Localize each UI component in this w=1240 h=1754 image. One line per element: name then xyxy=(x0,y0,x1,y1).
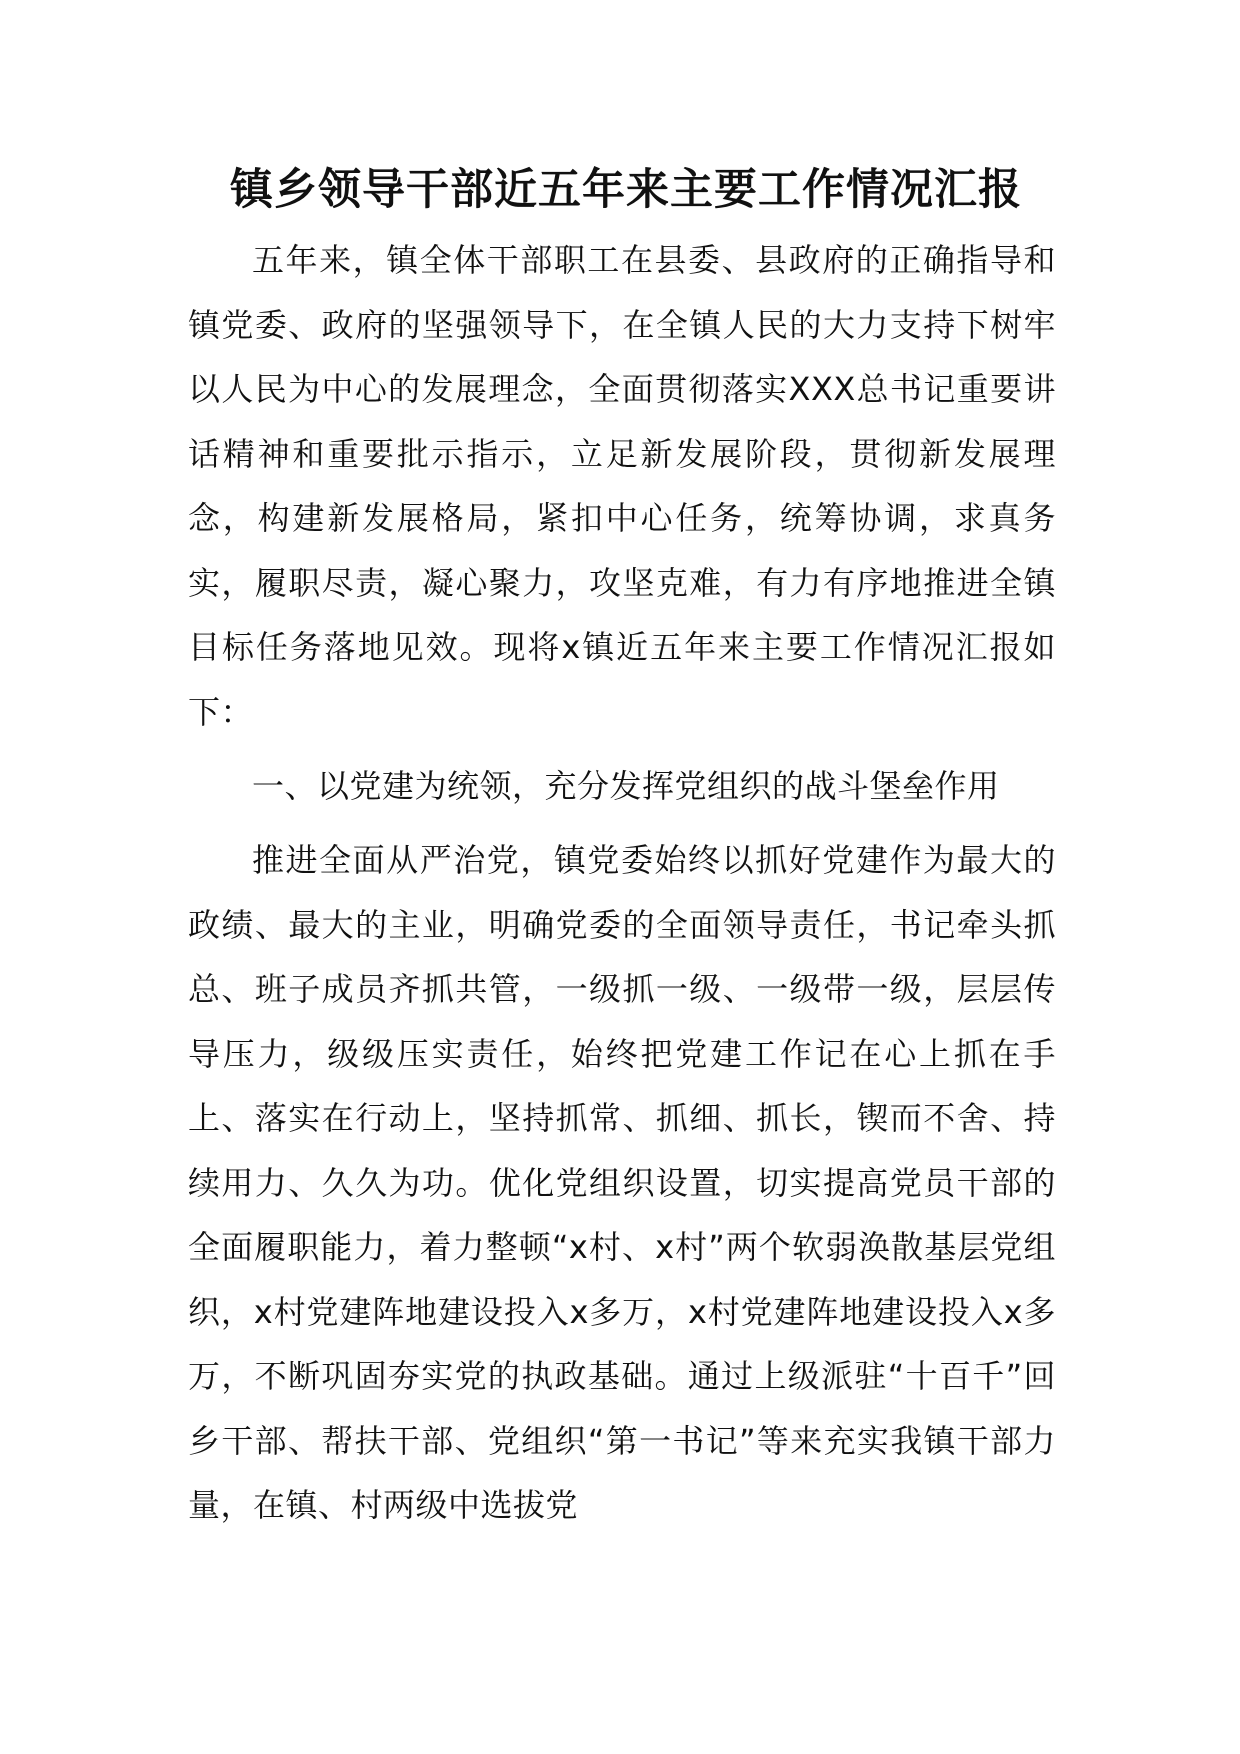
section-heading-1: 一、以党建为统领，充分发挥党组织的战斗堡垒作用 xyxy=(252,767,1000,805)
section-body-1: 推进全面从严治党，镇党委始终以抓好党建作为最大的政绩、最大的主业，明确党委的全面领导责任，书记牵头抓总、班子成员齐抓共管，一级抓一级、一级带一级，层层传导压力，级级压实责任，始终把党建工作记在心上抓在手上、落实在行动上，坚持抓常、抓细、抓长，锲而不舍、持续用力、久久为功。优化党组织设置，切实提高党员干部的全面履职能力，着力整顿“x村、x村”两个软弱涣散基层党组织，x村党建阵地建设投入x多万，x村党建阵地建设投入x多万，不断巩固夯实党的执政基础。通过上级派驻“十百千”回乡干部、帮扶干部、党组织“第一书记”等来充实我镇干部力量，在镇、村两级中选拔党 xyxy=(188,841,1056,1524)
intro-paragraph: 五年来，镇全体干部职工在县委、县政府的正确指导和镇党委、政府的坚强领导下，在全镇人民的大力支持下树牢以人民为中心的发展理念，全面贯彻落实XXX总书记重要讲话精神和重要批示指示，立足新发展阶段，贯彻新发展理念，构建新发展格局，紧扣中心任务，统筹协调，求真务实，履职尽责，凝心聚力，攻坚克难，有力有序地推进全镇目标任务落地见效。现将x镇近五年来主要工作情况汇报如下： xyxy=(188,241,1056,731)
document-page xyxy=(188,160,1056,1538)
document-title: 镇乡领导干部近五年来主要工作情况汇报 xyxy=(230,165,1022,215)
